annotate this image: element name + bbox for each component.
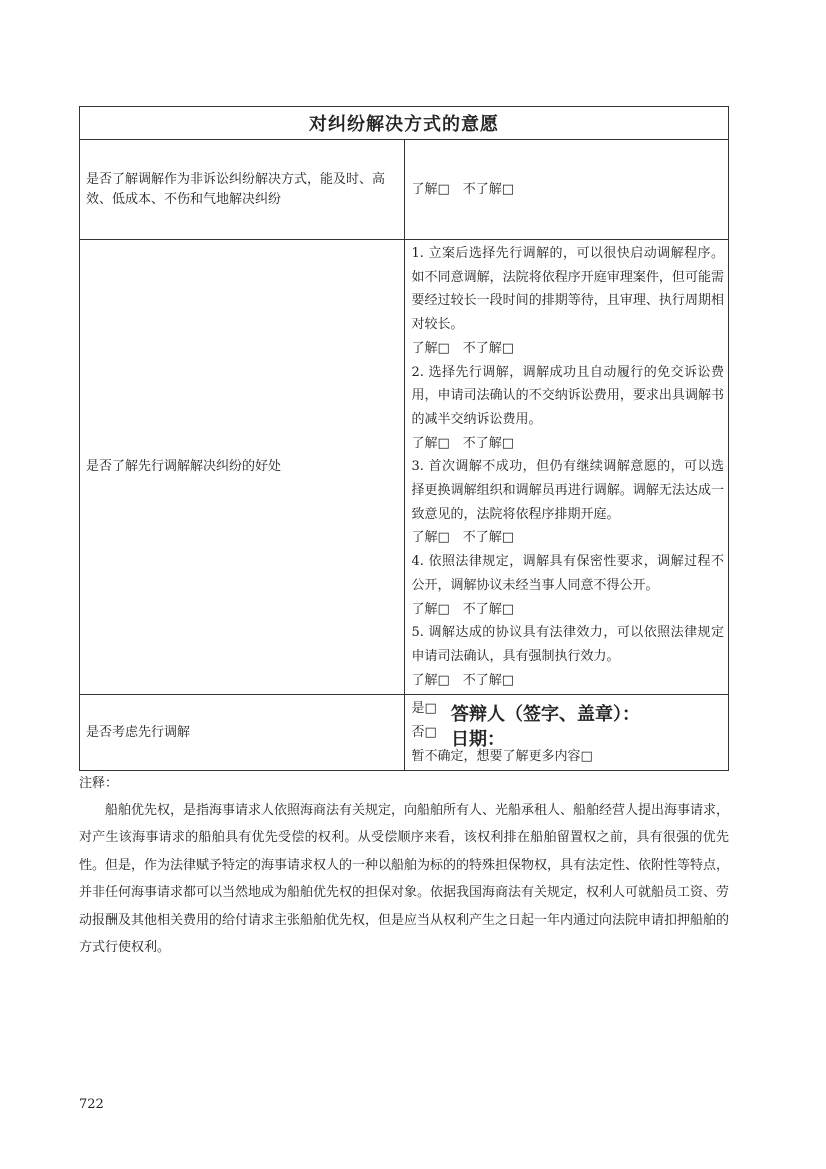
advantage-item-1-options[interactable]: 了解□ 不了解□ [411, 340, 515, 356]
question-understand-mediation: 是否了解调解作为非诉讼纠纷解决方式，能及时、高效、低成本、不伤和气地解决纠纷 [80, 140, 405, 240]
advantage-item-3: 3. 首次调解不成功，但仍有继续调解意愿的，可以选择更换调解组织和调解员再进行调解。调解无法达成一致意见的，法院将依程序排期开庭。 [411, 459, 724, 522]
notes-title: 注释： [79, 776, 119, 791]
advantage-item-2: 2. 选择先行调解，调解成功且自动履行的免交诉讼费用，申请司法确认的不交纳诉讼费用，要求出具调解书的减半交纳诉讼费用。 [411, 364, 724, 427]
respondent-signature-label: 答辩人（签字、盖章）： [451, 704, 640, 725]
answer-advantages [404, 240, 729, 695]
advantage-item-4: 4. 依照法律规定，调解具有保密性要求，调解过程不公开，调解协议未经当事人同意不得公开。 [411, 554, 724, 593]
option-no[interactable]: 否□ [411, 725, 437, 741]
advantage-item-5: 5. 调解达成的协议具有法律效力，可以依照法律规定申请司法确认，具有强制执行效力。 [411, 625, 724, 664]
page-number: 722 [79, 1097, 104, 1112]
signature-block [451, 702, 640, 752]
options-understand[interactable]: 了解□ 不了解□ [411, 181, 515, 197]
dispute-resolution-form [79, 106, 729, 771]
option-yes[interactable]: 是□ [411, 701, 437, 717]
advantage-item-3-options[interactable]: 了解□ 不了解□ [411, 530, 515, 546]
option-unsure[interactable]: 暂不确定，想要了解更多内容□ [411, 748, 593, 764]
notes-body: 船舶优先权，是指海事请求人依照海商法有关规定，向船舶所有人、光船承租人、船舶经营人提出海事请求，对产生该海事请求的船舶具有优先受偿的权利。从受偿顺序来看，该权利排在船舶留置权之前，具有很强的优先性。但是，作为法律赋予特定的海事请求权人的一种以船舶为标的的特殊担保物权，具有法定性、依附性等特点，并非任何海事请求都可以当然地成为船舶优先权的担保对象。依据我国海商法有关规定，权利人可就船员工资、劳动报酬及其他相关费用的给付请求主张船舶优先权，但是应当从权利产生之日起一年内通过向法院申请扣押船舶的方式行使权利。 [79, 803, 730, 956]
advantage-item-2-options[interactable]: 了解□ 不了解□ [411, 435, 515, 451]
date-label: 日期： [451, 729, 505, 750]
question-consider-mediation: 是否考虑先行调解 [80, 695, 405, 771]
advantage-item-4-options[interactable]: 了解□ 不了解□ [411, 601, 515, 617]
table-title: 对纠纷解决方式的意愿 [80, 107, 729, 140]
advantage-item-5-options[interactable]: 了解□ 不了解□ [411, 672, 515, 688]
question-advantages: 是否了解先行调解解决纠纷的好处 [80, 240, 405, 695]
advantage-item-1: 1. 立案后选择先行调解的，可以很快启动调解程序。如不同意调解，法院将依程序开庭审理案件，但可能需要经过较长一段时间的排期等待，且审理、执行周期相对较长。 [411, 246, 724, 333]
answer-understand-mediation [404, 140, 729, 240]
